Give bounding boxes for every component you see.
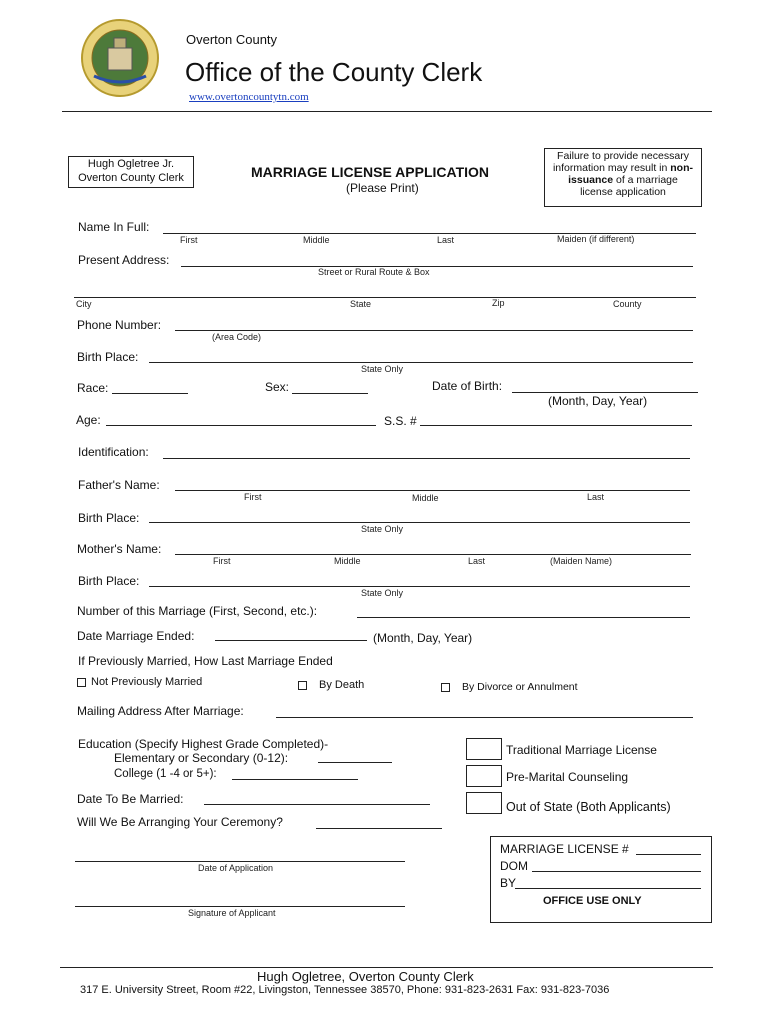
identification-label: Identification:	[78, 445, 149, 459]
mother-birth-place-label: Birth Place:	[78, 574, 140, 588]
clerk-box	[68, 156, 194, 188]
marriage-number-input-line[interactable]	[357, 617, 690, 618]
by-death-text: By Death	[319, 679, 365, 691]
area-code-caption: (Area Code)	[212, 332, 262, 342]
college-label: College (1 -4 or 5+):	[114, 768, 217, 780]
mother-birth-place-input-line[interactable]	[149, 586, 690, 587]
ss-input-line[interactable]	[420, 425, 692, 426]
birth-state-caption: State Only	[361, 364, 404, 374]
clerk-title: Overton County Clerk	[78, 172, 184, 184]
father-last-caption: Last	[587, 492, 605, 502]
date-to-be-married-label: Date To Be Married:	[77, 792, 184, 806]
elementary-input-line[interactable]	[318, 762, 392, 763]
license-number-label: MARRIAGE LICENSE #	[500, 842, 629, 856]
mothers-name-label: Mother's Name:	[77, 542, 162, 556]
city-caption: City	[76, 299, 92, 309]
age-input-line[interactable]	[106, 425, 376, 426]
warning-line4: license application	[580, 186, 666, 198]
premarital-checkbox[interactable]	[466, 765, 502, 787]
father-birth-place-input-line[interactable]	[149, 522, 690, 523]
mother-state-caption: State Only	[361, 588, 404, 598]
dob-label: Date of Birth:	[432, 379, 503, 393]
phone-input-line[interactable]	[175, 330, 693, 331]
father-state-caption: State Only	[361, 524, 404, 534]
father-birth-place-label: Birth Place:	[78, 511, 140, 525]
form-subtitle: (Please Print)	[346, 181, 419, 195]
mothers-name-input-line[interactable]	[175, 554, 691, 555]
warning-line1: Failure to provide necessary	[557, 150, 689, 162]
name-maiden-caption: Maiden (if different)	[557, 234, 635, 244]
elementary-label: Elementary or Secondary (0-12):	[114, 751, 289, 765]
signature-line[interactable]	[75, 906, 405, 907]
name-middle-caption: Middle	[303, 235, 330, 245]
traditional-checkbox[interactable]	[466, 738, 502, 760]
dob-format: (Month, Day, Year)	[548, 394, 648, 408]
street-caption: Street or Rural Route & Box	[318, 267, 430, 277]
date-of-application-caption: Date of Application	[198, 863, 274, 873]
education-label: Education (Specify Highest Grade Completed)-	[78, 737, 329, 751]
by-divorce-text: By Divorce or Annulment	[462, 681, 578, 693]
street-input-line[interactable]	[181, 266, 693, 267]
date-marriage-ended-label: Date Marriage Ended:	[77, 629, 195, 643]
county-seal-logo	[80, 18, 160, 98]
ceremony-label: Will We Be Arranging Your Ceremony?	[77, 815, 283, 829]
mailing-address-label: Mailing Address After Marriage:	[77, 704, 244, 718]
age-label: Age:	[76, 413, 101, 427]
phone-label: Phone Number:	[77, 318, 162, 332]
clerk-name: Hugh Ogletree Jr.	[87, 158, 175, 170]
traditional-label: Traditional Marriage License	[506, 743, 657, 757]
county-caption: County	[613, 299, 642, 309]
name-last-caption: Last	[437, 235, 455, 245]
by-line[interactable]	[515, 888, 701, 889]
father-first-caption: First	[244, 492, 262, 502]
office-use-only-label: OFFICE USE ONLY	[543, 895, 642, 907]
footer-address: 317 E. University Street, Room #22, Livingston, Tennessee 38570, Phone: 931-823-2631 Fax: 931-823-7036	[80, 984, 610, 996]
footer-name: Hugh Ogletree, Overton County Clerk	[257, 969, 474, 984]
header-divider	[62, 111, 712, 112]
mailing-address-input-line[interactable]	[276, 717, 693, 718]
date-to-be-married-input-line[interactable]	[204, 804, 430, 805]
zip-caption: Zip	[492, 298, 505, 308]
warning-line2: information may result in	[552, 162, 671, 174]
warning-non: non-	[670, 162, 694, 174]
sex-input-line[interactable]	[292, 393, 368, 394]
mother-last-caption: Last	[468, 556, 486, 566]
website-link[interactable]: www.overtoncountytn.com	[189, 91, 309, 103]
out-of-state-checkbox[interactable]	[466, 792, 502, 814]
birth-place-label: Birth Place:	[77, 350, 139, 364]
mother-maiden-caption: (Maiden Name)	[550, 556, 613, 566]
sex-label: Sex:	[265, 380, 290, 394]
fathers-name-label: Father's Name:	[78, 478, 160, 492]
footer-divider	[60, 967, 713, 968]
ss-label: S.S. #	[384, 414, 417, 428]
by-death-checkbox[interactable]	[298, 681, 307, 690]
not-prev-married-checkbox[interactable]	[77, 678, 86, 687]
warning-line3: of a marriage	[613, 174, 678, 186]
office-title: Office of the County Clerk	[185, 57, 483, 87]
out-of-state-label: Out of State (Both Applicants)	[506, 800, 671, 814]
warning-box	[544, 148, 702, 207]
fathers-name-input-line[interactable]	[175, 490, 690, 491]
identification-input-line[interactable]	[163, 458, 690, 459]
dom-line[interactable]	[532, 871, 701, 872]
license-number-line[interactable]	[636, 854, 701, 855]
by-divorce-checkbox[interactable]	[441, 683, 450, 692]
signature-caption: Signature of Applicant	[188, 908, 276, 918]
race-input-line[interactable]	[112, 393, 188, 394]
by-label: BY	[500, 876, 517, 890]
not-prev-married-text: Not Previously Married	[91, 676, 203, 688]
college-input-line[interactable]	[232, 779, 358, 780]
prev-married-label: If Previously Married, How Last Marriage Ended	[78, 654, 333, 668]
name-label: Name In Full:	[78, 220, 150, 234]
date-ended-format: (Month, Day, Year)	[373, 631, 473, 645]
warning-issuance: issuance	[568, 174, 614, 186]
ceremony-input-line[interactable]	[316, 828, 442, 829]
marriage-number-label: Number of this Marriage (First, Second, etc.):	[77, 604, 318, 618]
date-of-application-line[interactable]	[75, 861, 405, 862]
present-address-label: Present Address:	[78, 253, 170, 267]
by-death-option[interactable]	[298, 679, 364, 691]
by-divorce-option[interactable]	[441, 681, 578, 693]
dob-input-line[interactable]	[512, 392, 698, 393]
city-input-line[interactable]	[74, 297, 696, 298]
race-label: Race:	[77, 381, 109, 395]
mother-first-caption: First	[213, 556, 231, 566]
not-prev-married-option[interactable]	[77, 676, 202, 688]
name-first-caption: First	[180, 235, 198, 245]
date-marriage-ended-input-line[interactable]	[215, 640, 367, 641]
dom-label: DOM	[500, 859, 528, 873]
birth-place-input-line[interactable]	[149, 362, 693, 363]
mother-middle-caption: Middle	[334, 556, 361, 566]
state-caption: State	[350, 299, 372, 309]
form-title: MARRIAGE LICENSE APPLICATION	[251, 164, 490, 180]
county-name: Overton County	[186, 32, 278, 47]
father-middle-caption: Middle	[412, 493, 439, 503]
premarital-label: Pre-Marital Counseling	[506, 770, 629, 784]
